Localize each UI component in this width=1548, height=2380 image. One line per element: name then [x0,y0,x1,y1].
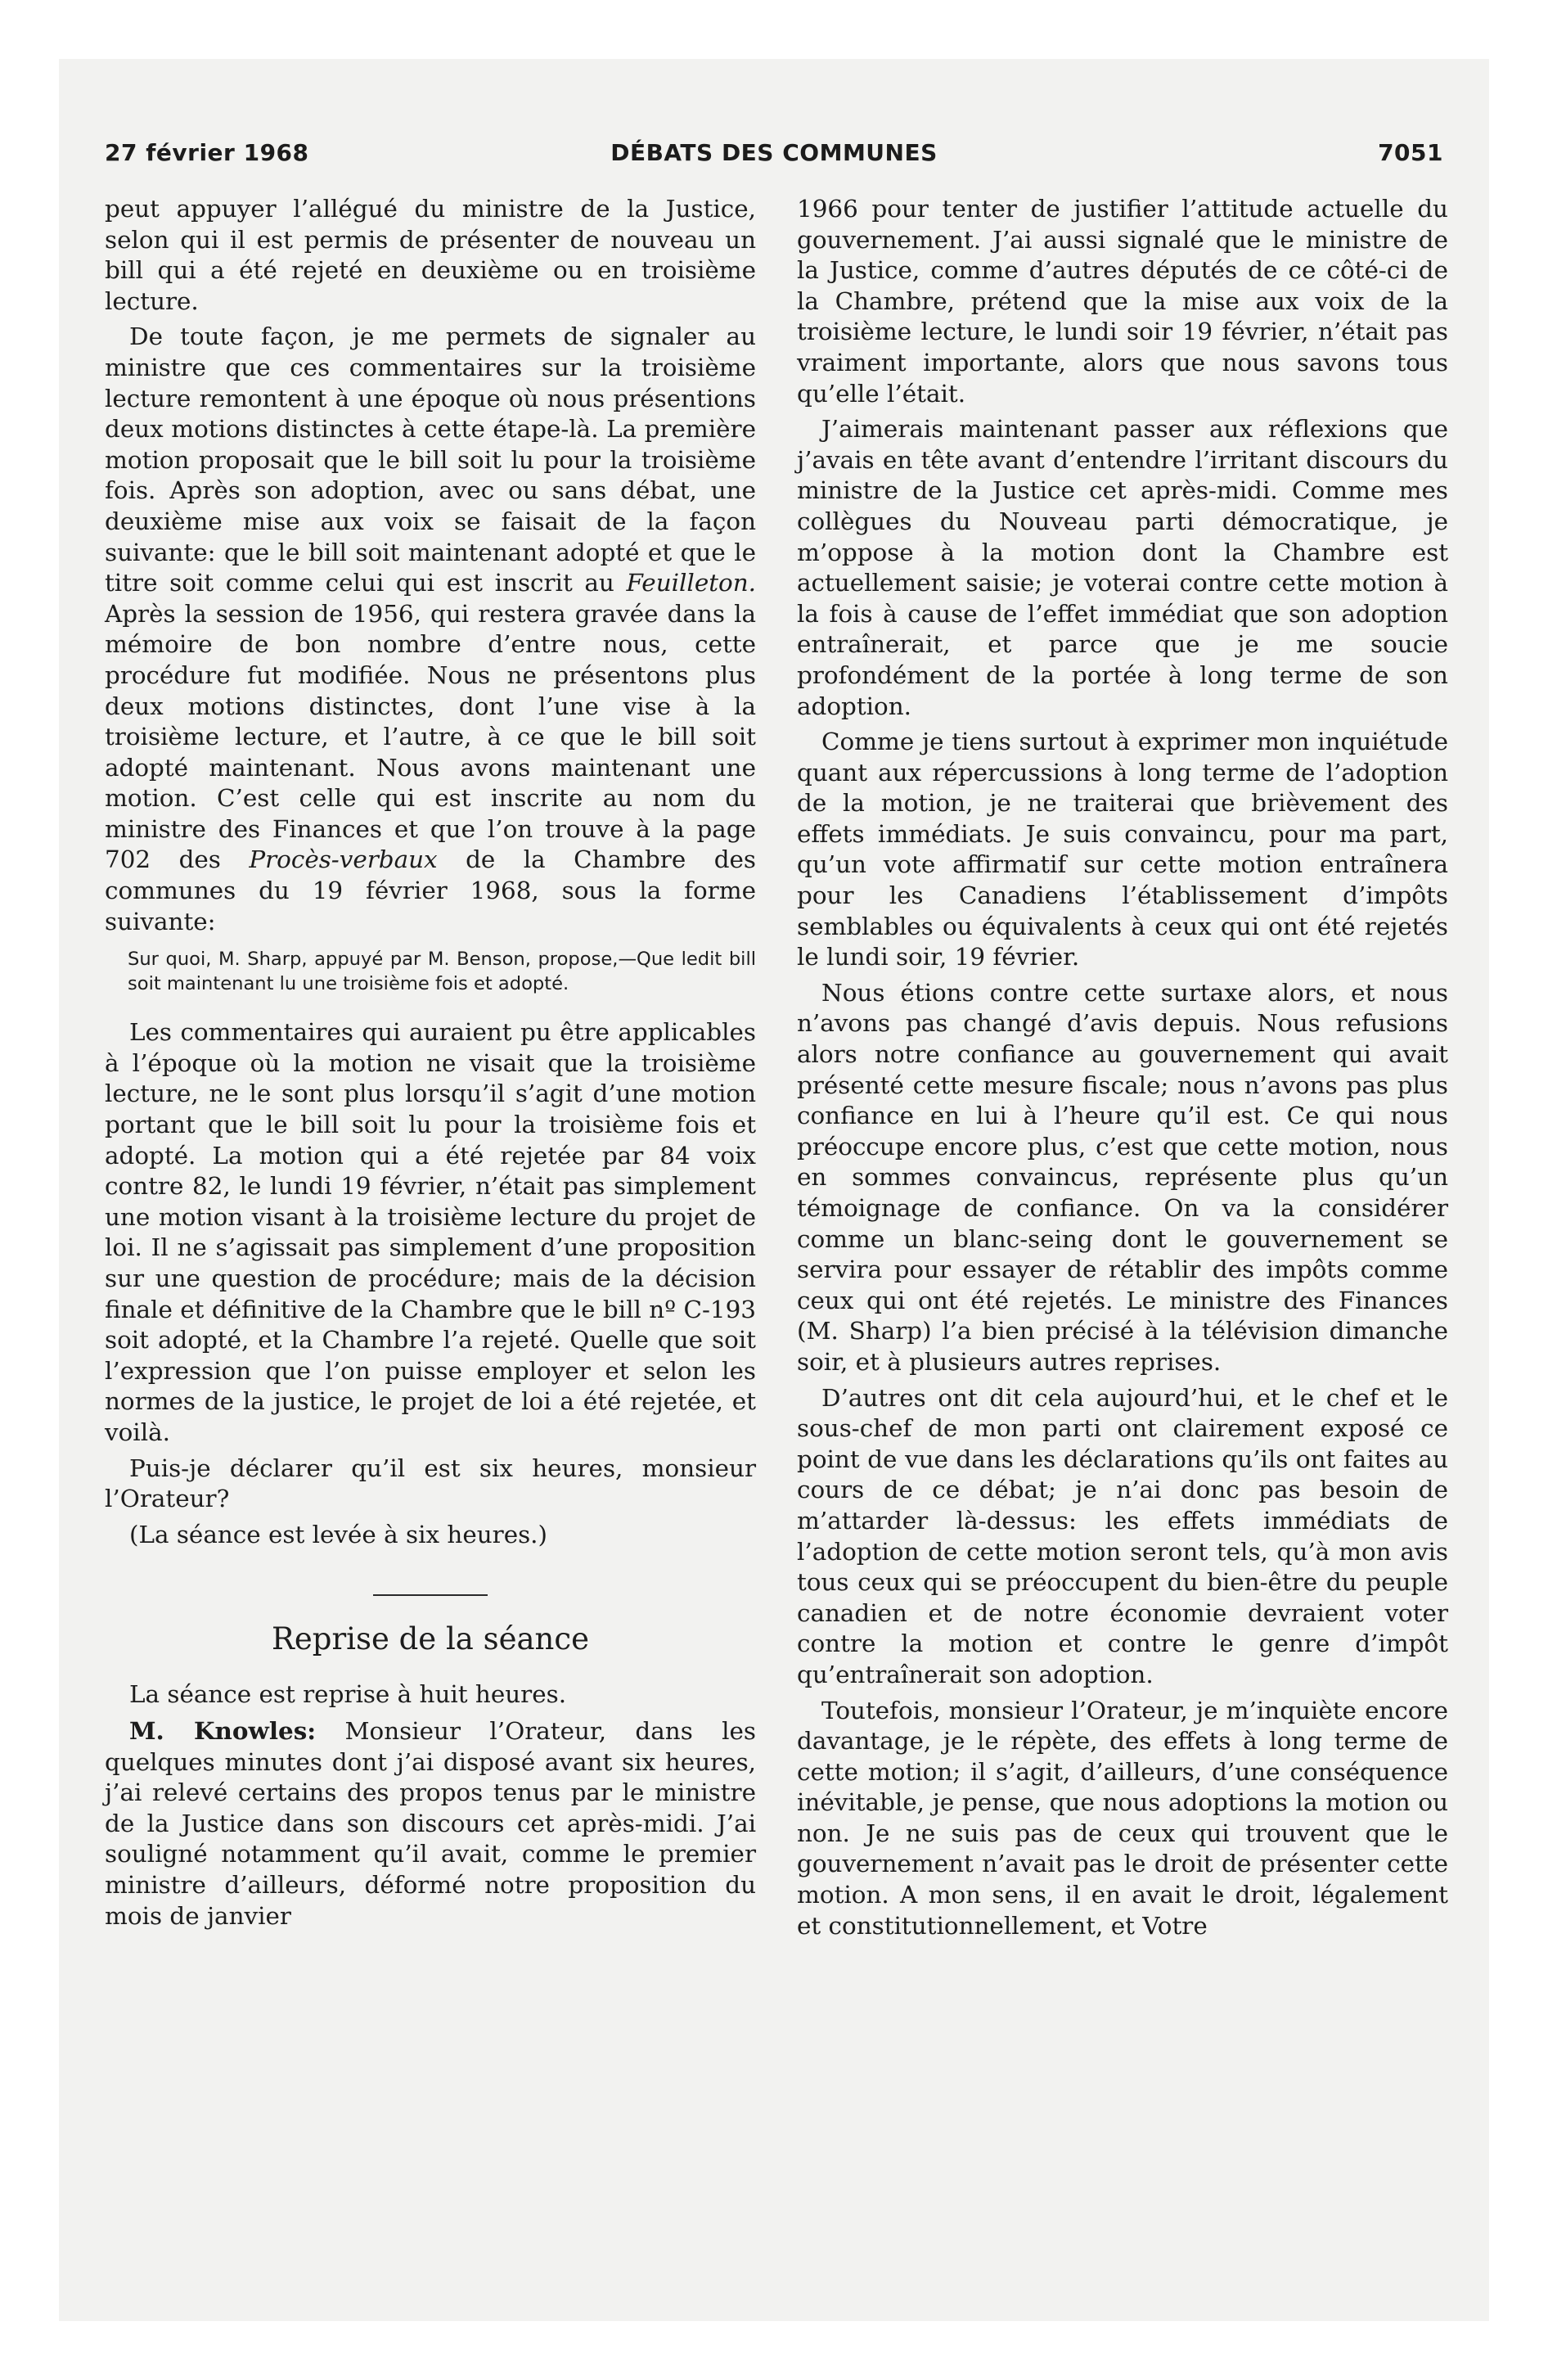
left-paragraph-1: peut appuyer l’allégué du ministre de la Justice, selon qui il est permis de présenter de nouveau un bill qui a été rejeté en deuxième ou en troisième lecture. [105,195,756,315]
left-paragraph-2-part-b: Après la session de 1956, qui restera gravée dans la mémoire de bon nombre d’entre nous, cette procédure fut modifiée. Nous ne présentons plus deux motions distinctes, dont l’une vise à la troisième lecture, et l’autre, à ce que le bill soit adopté maintenant. Nous avons maintenant une motion. C’est celle qui est inscrite au nom du ministre des Finances et que l’on trouve à la page 702 des [105,599,756,874]
left-paragraph-2-part-c: de la Chambre des communes du 19 février 1968, sous la forme suivante: [105,845,757,935]
running-header [105,139,1443,172]
section-divider [373,1594,488,1596]
header-title: DÉBATS DES COMMUNES [610,139,938,166]
proces-verbaux-title: Procès-verbaux [249,845,438,874]
left-paragraph-3: Les commentaires qui auraient pu être applicables à l’époque où la motion ne visait que la troisième lecture, ne le sont plus lorsqu’il s’agit d’une motion portant que le bill soit lu pour la troisième fois et adopté. La motion qui a été rejetée par 84 voix contre 82, le lundi 19 février, n’était pas simplement une motion visant à la troisième lecture du projet de loi. Il ne s’agissait pas simplement d’une proposition sur une question de procédure; mais de la décision finale et définitive de la Chambre que le bill nº C-193 soit adopté, et la Chambre l’a rejeté. Quelle que soit l’expression que l’on puisse employer et selon les normes de la justice, le projet de loi a été rejetée, et voilà. [105,1018,756,1446]
right-column [797,194,1448,1946]
left-paragraph-2-part-a: De toute façon, je me permets de signaler au ministre que ces commentaires sur la troisième lecture remontent à une époque où nous présentions deux motions distinctes à cette étape-là. La première motion proposait que le bill soit lu pour la troisième fois. Après son adoption, avec ou sans débat, une deuxième mise aux voix se faisait de la façon suivante: que le bill soit maintenant adopté et que le titre soit comme celui qui est inscrit au [105,322,756,597]
motion-quote: Sur quoi, M. Sharp, appuyé par M. Benson, propose,—Que ledit bill soit maintenant lu une troisième fois et adopté. [128,949,756,995]
knowles-paragraph [105,1715,756,1931]
page-number: 7051 [1378,139,1443,166]
page-sheet [59,59,1489,2321]
speaker-name: M. Knowles: [129,1715,317,1745]
session-resumed-note: La séance est reprise à huit heures. [129,1680,567,1709]
knowles-speech: Monsieur l’Orateur, dans les quelques minutes dont j’ai disposé avant six heures, j’ai relevé certains des propos tenus par le ministre de la Justice dans son discours cet après-midi. J’ai souligné notamment qu’il avait, comme le premier ministre d’ailleurs, déformé notre proposition du mois de janvier [105,1716,757,1930]
feuilleton-title: Feuilleton. [626,569,756,597]
section-heading: Reprise de la séance [272,1621,589,1657]
right-paragraph-3: Comme je tiens surtout à exprimer mon inquiétude quant aux répercussions à long terme de l’adoption de la motion, je ne traiterai que brièvement des effets immédiats. Je suis convaincu, pour ma part, qu’un vote affirmatif sur cette motion entraînera pour les Canadiens l’établissement d’impôts semblables ou équivalents à ceux qui ont été rejetés le lundi soir, 19 février. [797,728,1448,971]
header-date: 27 février 1968 [105,139,309,166]
left-paragraph-2 [105,322,756,937]
left-column [105,194,756,1936]
right-paragraph-1: 1966 pour tenter de justifier l’attitude actuelle du gouvernement. J’ai aussi signalé que le ministre de la Justice, comme d’autres députés de ce côté-ci de la Chambre, prétend que la mise aux voix de la troisième lecture, le lundi soir 19 février, n’était pas vraiment importante, alors que nous savons tous qu’elle l’était. [797,195,1448,408]
right-paragraph-5: D’autres ont dit cela aujourd’hui, et le chef et le sous-chef de mon parti ont clairement exposé ce point de vue dans les déclarations qu’ils ont faites au cours de ce débat; je n’ai donc pas besoin de m’attarder là-dessus: les effets immédiats de l’adoption de cette motion seront tels, qu’à mon avis tous ceux qui se préoccupent du bien-être du peuple canadien et de notre économie devraient voter contre la motion et contre le genre d’impôt qu’entraînerait son adoption. [797,1383,1448,1688]
left-paragraph-4: Puis-je déclarer qu’il est six heures, monsieur l’Orateur? [105,1454,756,1513]
right-paragraph-6: Toutefois, monsieur l’Orateur, je m’inquiète encore davantage, je le répète, des effets à long terme de cette motion; il s’agit, d’ailleurs, d’une conséquence inévitable, je pense, que nous adoptions la motion ou non. Je ne suis pas de ceux qui trouvent que le gouvernement n’avait pas le droit de présenter cette motion. A mon sens, il en avait le droit, légalement et constitutionnellement, et Votre [797,1696,1448,1940]
right-paragraph-4: Nous étions contre cette surtaxe alors, et nous n’avons pas changé d’avis depuis. Nous refusions alors notre confiance au gouvernement qui avait présenté cette mesure fiscale; nous n’avons pas plus confiance en lui à l’heure qu’il est. Ce qui nous préoccupe encore plus, c’est que cette motion, nous en sommes convaincus, représente plus qu’un témoignage de confiance. On va la considérer comme un blanc-seing dont le gouvernement se servira pour essayer de rétablir des impôts comme ceux qui ont été rejetés. Le ministre des Finances (M. Sharp) l’a bien précisé à la télévision dimanche soir, et à plusieurs autres reprises. [797,978,1448,1376]
session-adjourned-note: (La séance est levée à six heures.) [129,1520,547,1548]
right-paragraph-2: J’aimerais maintenant passer aux réflexions que j’avais en tête avant d’entendre l’irritant discours du ministre de la Justice cet après-midi. Comme mes collègues du Nouveau parti démocratique, je m’oppose à la motion dont la Chambre est actuellement saisie; je voterai contre cette motion à la fois à cause de l’effet immédiat que son adoption entraînerait, et parce que je me soucie profondément de la portée à long terme de son adoption. [797,415,1448,720]
